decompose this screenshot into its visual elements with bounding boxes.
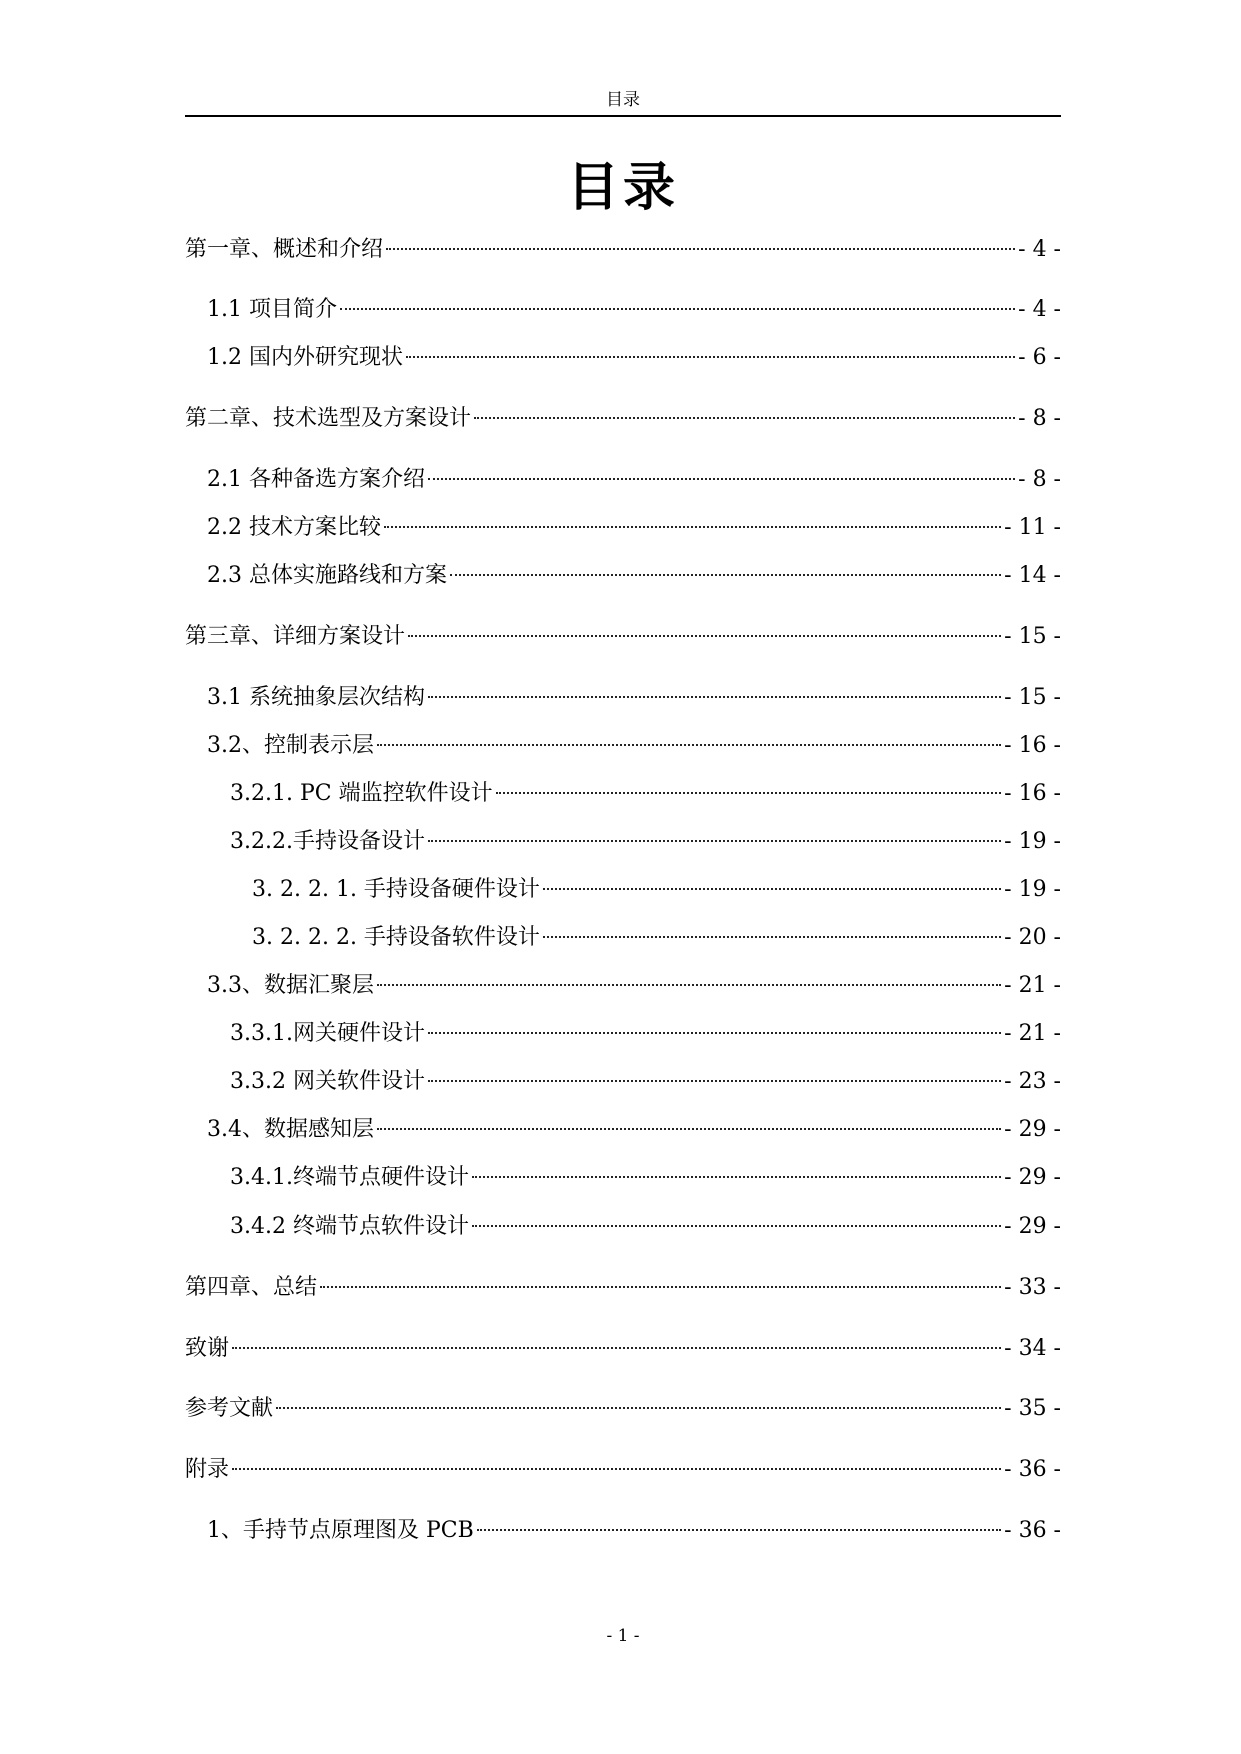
toc-dot-leader [428, 1032, 1001, 1034]
toc-dot-leader [472, 1225, 1001, 1227]
toc-entry-page: - 8 - [1018, 467, 1061, 492]
toc-dot-leader [276, 1407, 1001, 1409]
toc-entry[interactable] [185, 511, 1061, 545]
toc-entry-page: - 15 - [1004, 624, 1061, 649]
toc-entry-label: 1.2 国内外研究现状 [207, 345, 403, 370]
toc-dot-leader [428, 1080, 1001, 1082]
toc-entry[interactable] [185, 233, 1061, 267]
toc-entry-label: 3. 2. 2. 1. 手持设备硬件设计 [252, 877, 540, 902]
toc-entry-label: 参考文献 [185, 1396, 274, 1421]
toc-entry-label: 3.2.1. PC 端监控软件设计 [230, 781, 493, 806]
toc-entry[interactable] [185, 1065, 1061, 1099]
toc-entry[interactable] [185, 729, 1061, 763]
toc-entry-label: 1.1 项目简介 [207, 297, 337, 322]
toc-dot-leader [472, 1176, 1001, 1178]
toc-entry-page: - 14 - [1004, 563, 1061, 588]
toc-entry-page: - 6 - [1018, 345, 1061, 370]
toc-dot-leader [428, 840, 1001, 842]
toc-dot-leader [320, 1286, 1001, 1288]
toc-entry-label: 3.2、控制表示层 [207, 733, 374, 758]
toc-entry-page: - 11 - [1004, 515, 1061, 540]
toc-entry[interactable] [185, 1514, 1061, 1548]
toc-dot-leader [474, 417, 1015, 419]
toc-entry-page: - 21 - [1004, 1021, 1061, 1046]
toc-entry-page: - 23 - [1004, 1069, 1061, 1094]
toc-entry-label: 致谢 [185, 1336, 230, 1361]
toc-entry[interactable] [185, 1453, 1061, 1487]
toc-entry[interactable] [185, 681, 1061, 715]
toc-entry-label: 1、手持节点原理图及 PCB [207, 1518, 474, 1543]
toc-entry-page: - 15 - [1004, 685, 1061, 710]
toc-entry-label: 2.1 各种备选方案介绍 [207, 467, 425, 492]
toc-entry-label: 3. 2. 2. 2. 手持设备软件设计 [252, 925, 540, 950]
toc-entry-page: - 8 - [1018, 406, 1061, 431]
toc-entry-label: 3.1 系统抽象层次结构 [207, 685, 425, 710]
toc-entry-label: 3.3.1.网关硬件设计 [230, 1021, 425, 1046]
toc-dot-leader [496, 792, 1002, 794]
toc-dot-leader [543, 936, 1001, 938]
toc-entry[interactable] [185, 1113, 1061, 1147]
toc-dot-leader [428, 696, 1001, 698]
toc-dot-leader [386, 248, 1015, 250]
toc-entry-page: - 29 - [1004, 1165, 1061, 1190]
toc-entry-page: - 20 - [1004, 925, 1061, 950]
running-header: 目录 [606, 90, 640, 110]
toc-entry-label: 2.3 总体实施路线和方案 [207, 563, 447, 588]
page-number: - 1 - [606, 1626, 640, 1646]
toc-dot-leader [232, 1468, 1001, 1470]
toc-entry[interactable] [185, 1332, 1061, 1366]
toc-entry-page: - 16 - [1004, 781, 1061, 806]
toc-entry[interactable] [185, 293, 1061, 327]
toc-entry[interactable] [185, 559, 1061, 593]
toc-dot-leader [377, 744, 1001, 746]
toc-entry-label: 3.4、数据感知层 [207, 1117, 374, 1142]
toc-entry-page: - 36 - [1004, 1457, 1061, 1482]
toc-entry-label: 第四章、总结 [185, 1275, 318, 1300]
toc-entry[interactable] [185, 921, 1061, 955]
toc-entry-page: - 35 - [1004, 1396, 1061, 1421]
toc-dot-leader [384, 526, 1001, 528]
toc-entry-page: - 33 - [1004, 1275, 1061, 1300]
toc-entry-page: - 4 - [1018, 297, 1061, 322]
toc-entry-page: - 21 - [1004, 973, 1061, 998]
toc-dot-leader [543, 888, 1001, 890]
toc-entry[interactable] [185, 1392, 1061, 1426]
toc-entry[interactable] [185, 1161, 1061, 1195]
toc-entry-label: 第二章、技术选型及方案设计 [185, 406, 472, 431]
toc-entry-page: - 34 - [1004, 1336, 1061, 1361]
page-title: 目录 [566, 158, 679, 218]
toc-entry-label: 3.3.2 网关软件设计 [230, 1069, 425, 1094]
toc-entry-label: 第一章、概述和介绍 [185, 237, 384, 262]
toc-entry-page: - 29 - [1004, 1117, 1061, 1142]
toc-entry[interactable] [185, 620, 1061, 654]
toc-entry-page: - 16 - [1004, 733, 1061, 758]
toc-entry[interactable] [185, 1017, 1061, 1051]
toc-dot-leader [340, 308, 1015, 310]
toc-entry[interactable] [185, 873, 1061, 907]
toc-dot-leader [450, 574, 1001, 576]
toc-entry[interactable] [185, 825, 1061, 859]
toc-dot-leader [406, 356, 1015, 358]
toc-entry-label: 3.3、数据汇聚层 [207, 973, 374, 998]
toc-entry-label: 3.4.1.终端节点硬件设计 [230, 1165, 469, 1190]
toc-entry[interactable] [185, 341, 1061, 375]
toc-dot-leader [232, 1347, 1001, 1349]
table-of-contents [185, 0, 1061, 1754]
toc-entry[interactable] [185, 969, 1061, 1003]
toc-entry-page: - 19 - [1004, 877, 1061, 902]
toc-dot-leader [377, 984, 1001, 986]
toc-entry[interactable] [185, 1210, 1061, 1244]
toc-entry-label: 3.4.2 终端节点软件设计 [230, 1214, 469, 1239]
toc-entry[interactable] [185, 1271, 1061, 1305]
toc-entry[interactable] [185, 777, 1061, 811]
toc-entry-label: 2.2 技术方案比较 [207, 515, 381, 540]
toc-entry[interactable] [185, 402, 1061, 436]
toc-entry-page: - 4 - [1018, 237, 1061, 262]
toc-entry-page: - 19 - [1004, 829, 1061, 854]
toc-dot-leader [477, 1529, 1001, 1531]
toc-entry-page: - 36 - [1004, 1518, 1061, 1543]
toc-dot-leader [428, 478, 1015, 480]
toc-entry-page: - 29 - [1004, 1214, 1061, 1239]
toc-entry-label: 3.2.2.手持设备设计 [230, 829, 425, 854]
toc-dot-leader [408, 635, 1001, 637]
toc-entry[interactable] [185, 463, 1061, 497]
toc-entry-label: 第三章、详细方案设计 [185, 624, 406, 649]
toc-dot-leader [377, 1128, 1001, 1130]
toc-entry-label: 附录 [185, 1457, 230, 1482]
